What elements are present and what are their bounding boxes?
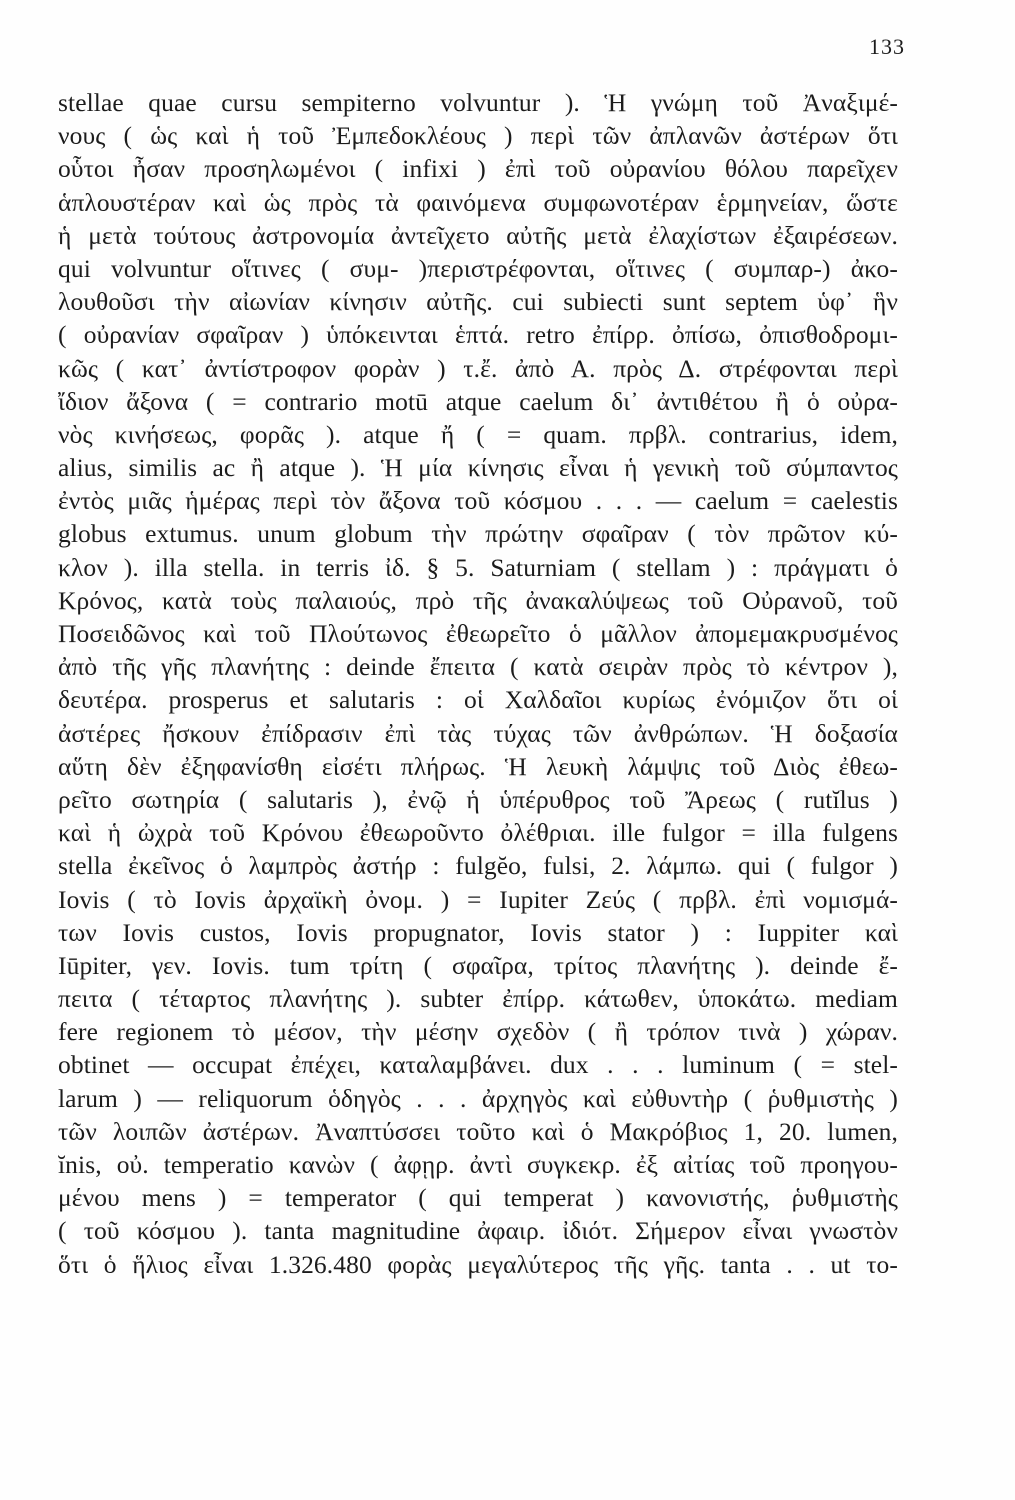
text-line: ἡ μετὰ τούτους ἀστρονομία ἀντεῖχετο αὐτῆς μετὰ ἐλαχίστων ἐξαιρέσεων. bbox=[58, 220, 898, 250]
text-line: stellae quae cursu sempiterno volvuntur ). Ἡ γνώμη τοῦ Ἀναξιμέ- bbox=[58, 88, 898, 117]
text-line: μένου mens ) = temperator ( qui temperat ) κανονιστής, ῥυθμιστὴς bbox=[58, 1183, 898, 1213]
text-line: Iovis ( τὸ Iovis ἀρχαϊκὴ ὀνομ. ) = Iupiter Ζεύς ( πρβλ. ἐπὶ νομισμά- bbox=[58, 884, 898, 914]
text-line: larum ) — reliquorum ὁδηγὸς . . . ἀρχηγὸς καὶ εὐθυντὴρ ( ῥυθμιστὴς ) bbox=[58, 1083, 898, 1113]
text-line: Ποσειδῶνος καὶ τοῦ Πλούτωνος ἐθεωρεῖτο ὁ μᾶλλον ἀπομεμακρυσμένος bbox=[58, 619, 898, 648]
text-line: fere regionem τὸ μέσον, τὴν μέσην σχεδὸν ( ἢ τρόπον τινὰ ) χώραν. bbox=[58, 1017, 898, 1047]
text-line: αὕτη δὲν ἐξηφανίσθη εἰσέτι πλήρως. Ἡ λευκὴ λάμψις τοῦ Διὸς ἐθεω- bbox=[58, 751, 898, 781]
text-line: qui volvuntur οἵτινες ( συμ- )περιστρέφονται, οἵτινες ( συμπαρ-) ἀκο- bbox=[58, 253, 898, 283]
text-line: alius, similis ac ἢ atque ). Ἡ μία κίνησις εἶναι ἡ γενικὴ τοῦ σύμπαντος bbox=[58, 453, 898, 483]
text-line: νους ( ὡς καὶ ἡ τοῦ Ἐμπεδοκλέους ) περὶ τῶν ἀπλανῶν ἀστέρων ὅτι bbox=[58, 121, 898, 151]
text-line: λουθοῦσι τὴν αἰωνίαν κίνησιν αὐτῆς. cui subiecti sunt septem ὑφ᾽ ἣν bbox=[58, 287, 898, 317]
text-line: τῶν λοιπῶν ἀστέρων. Ἀναπτύσσει τοῦτο καὶ ὁ Μακρόβιος 1, 20. lumen, bbox=[58, 1116, 898, 1146]
text-line: οὗτοι ἦσαν προσηλωμένοι ( infixi ) ἐπὶ τοῦ οὐρανίου θόλου παρεῖχεν bbox=[58, 154, 898, 184]
text-line: των Iovis custos, Iovis propugnator, Iovis stator ) : Iuppiter καὶ bbox=[58, 917, 898, 947]
text-line: ( οὐρανίαν σφαῖραν ) ὑπόκεινται ἑπτά. retro ἐπίρρ. ὀπίσω, ὀπισθοδρομι- bbox=[58, 320, 898, 350]
text-line: ὅτι ὁ ἥλιος εἶναι 1.326.480 φορὰς μεγαλύτερος τῆς γῆς. tanta . . ut το- bbox=[58, 1249, 898, 1279]
text-line: νὸς κινήσεως, φορᾶς ). atque ἤ ( = quam. πρβλ. contrarius, idem, bbox=[58, 419, 898, 449]
text-line: κλον ). illa stella. in terris ἰδ. § 5. Saturniam ( stellam ) : πράγματι ὁ bbox=[58, 552, 898, 582]
text-line: πειτα ( τέταρτος πλανήτης ). subter ἐπίρρ. κάτωθεν, ὑποκάτω. mediam bbox=[58, 984, 898, 1014]
text-line: ( τοῦ κόσμου ). tanta magnitudine ἀφαιρ. ἰδιότ. Σήμερον εἶναι γνωστὸν bbox=[58, 1216, 898, 1246]
text-line: globus extumus. unum globum τὴν πρώτην σφαῖραν ( τὸν πρῶτον κύ- bbox=[58, 519, 898, 549]
text-line: ἴδιον ἄξονα ( = contrario motū atque caelum δι᾽ ἀντιθέτου ἢ ὁ οὐρα- bbox=[58, 386, 898, 416]
text-line: stella ἐκεῖνος ὁ λαμπρὸς ἀστήρ : fulgĕo, fulsi, 2. λάμπω. qui ( fulgor ) bbox=[58, 851, 898, 881]
commentary-text bbox=[58, 86, 898, 1281]
text-line: ἀπὸ τῆς γῆς πλανήτης : deinde ἔπειτα ( κατὰ σειρὰν πρὸς τὸ κέντρον ), bbox=[58, 652, 898, 682]
text-line: ĭnis, οὐ. temperatio κανὼν ( ἀφῃρ. ἀντὶ συγκεκρ. ἐξ αἰτίας τοῦ προηγου- bbox=[58, 1150, 898, 1179]
text-line: Iūpiter, γεν. Iovis. tum τρίτη ( σφαῖρα, τρίτος πλανήτης ). deinde ἔ- bbox=[58, 950, 898, 980]
text-line: ἐντὸς μιᾶς ἡμέρας περὶ τὸν ἄξονα τοῦ κόσμου . . . — caelum = caelestis bbox=[58, 486, 898, 516]
text-line: ἁπλουστέραν καὶ ὡς πρὸς τὰ φαινόμενα συμφωνοτέραν ἑρμηνείαν, ὥστε bbox=[58, 187, 898, 217]
text-line: obtinet — occupat ἐπέχει, καταλαμβάνει. dux . . . luminum ( = stel- bbox=[58, 1050, 898, 1080]
text-line: Κρόνος, κατὰ τοὺς παλαιούς, πρὸ τῆς ἀνακαλύψεως τοῦ Οὐρανοῦ, τοῦ bbox=[58, 585, 898, 615]
text-line: κῶς ( κατ᾽ ἀντίστροφον φορὰν ) τ.ἔ. ἀπὸ Α. πρὸς Δ. στρέφονται περὶ bbox=[58, 353, 898, 383]
text-line: δευτέρα. prosperus et salutaris : οἱ Χαλδαῖοι κυρίως ἐνόμιζον ὅτι οἱ bbox=[58, 685, 898, 715]
text-line: ρεῖτο σωτηρία ( salutaris ), ἐνῷ ἡ ὑπέρυθρος τοῦ Ἄρεως ( rutĭlus ) bbox=[58, 784, 898, 814]
text-line: ἀστέρες ἤσκουν ἐπίδρασιν ἐπὶ τὰς τύχας τῶν ἀνθρώπων. Ἡ δοξασία bbox=[58, 718, 898, 748]
text-line: καὶ ἡ ὠχρὰ τοῦ Κρόνου ἐθεωροῦντο ὀλέθριαι. ille fulgor = illa fulgens bbox=[58, 818, 898, 848]
page-number: 133 bbox=[869, 34, 905, 59]
